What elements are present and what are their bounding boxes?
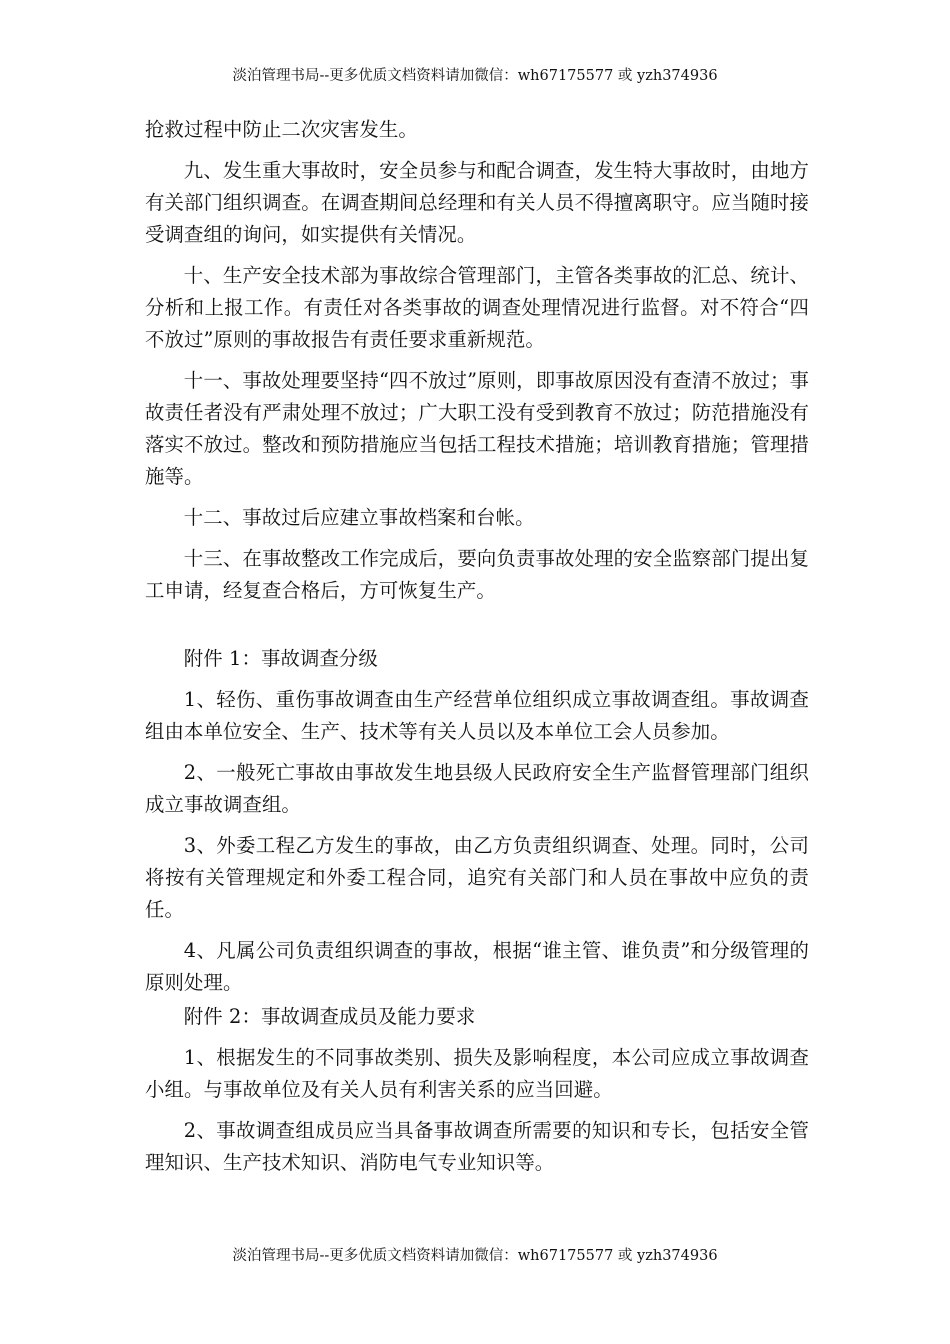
appendix-2-item-2: 2、事故调查组成员应当具备事故调查所需要的知识和专长，包括安全管理知识、生产技术知识、消防电气专业知识等。: [145, 1119, 809, 1174]
page-header: 淡泊管理书局--更多优质文档资料请加微信：wh67175577 或 yzh374936: [232, 68, 718, 84]
paragraph-item-13: 十三、在事故整改工作完成后，要向负责事故处理的安全监察部门提出复工申请，经复查合格后，方可恢复生产。: [145, 547, 809, 602]
appendix-2-heading: 附件 2：事故调查成员及能力要求: [183, 1005, 476, 1028]
paragraph-item-10: 十、生产安全技术部为事故综合管理部门，主管各类事故的汇总、统计、分析和上报工作。有责任对各类事故的调查处理情况进行监督。对不符合“四不放过”原则的事故报告有责任要求重新规范。: [145, 264, 809, 351]
page-footer: 淡泊管理书局--更多优质文档资料请加微信：wh67175577 或 yzh374936: [232, 1248, 718, 1264]
paragraph-item-9: 九、发生重大事故时，安全员参与和配合调查，发生特大事故时，由地方有关部门组织调查。在调查期间总经理和有关人员不得擅离职守。应当随时接受调查组的询问，如实提供有关情况。: [145, 159, 809, 246]
appendix-2-item-1: 1、根据发生的不同事故类别、损失及影响程度，本公司应成立事故调查小组。与事故单位及有关人员有利害关系的应当回避。: [145, 1046, 809, 1101]
appendix-1-heading: 附件 1：事故调查分级: [183, 647, 378, 670]
document-body: [145, 114, 809, 1188]
paragraph-item-12: 十二、事故过后应建立事故档案和台帐。: [183, 506, 535, 529]
paragraph-item-11: 十一、事故处理要坚持“四不放过”原则，即事故原因没有查清不放过；事故责任者没有严肃处理不放过；广大职工没有受到教育不放过；防范措施没有落实不放过。整改和预防措施应当包括工程技术措施；培训教育措施；管理措施等。: [145, 369, 809, 488]
appendix-1-item-3: 3、外委工程乙方发生的事故，由乙方负责组织调查、处理。同时，公司将按有关管理规定和外委工程合同，追究有关部门和人员在事故中应负的责任。: [145, 834, 809, 921]
appendix-1-item-4: 4、凡属公司负责组织调查的事故，根据“谁主管、谁负责”和分级管理的原则处理。: [145, 939, 809, 994]
appendix-1-item-1: 1、轻伤、重伤事故调查由生产经营单位组织成立事故调查组。事故调查组由本单位安全、生产、技术等有关人员以及本单位工会人员参加。: [145, 688, 809, 743]
appendix-1-item-2: 2、一般死亡事故由事故发生地县级人民政府安全生产监督管理部门组织成立事故调查组。: [145, 761, 809, 816]
paragraph-continuation: 抢救过程中防止二次灾害发生。: [145, 118, 418, 141]
